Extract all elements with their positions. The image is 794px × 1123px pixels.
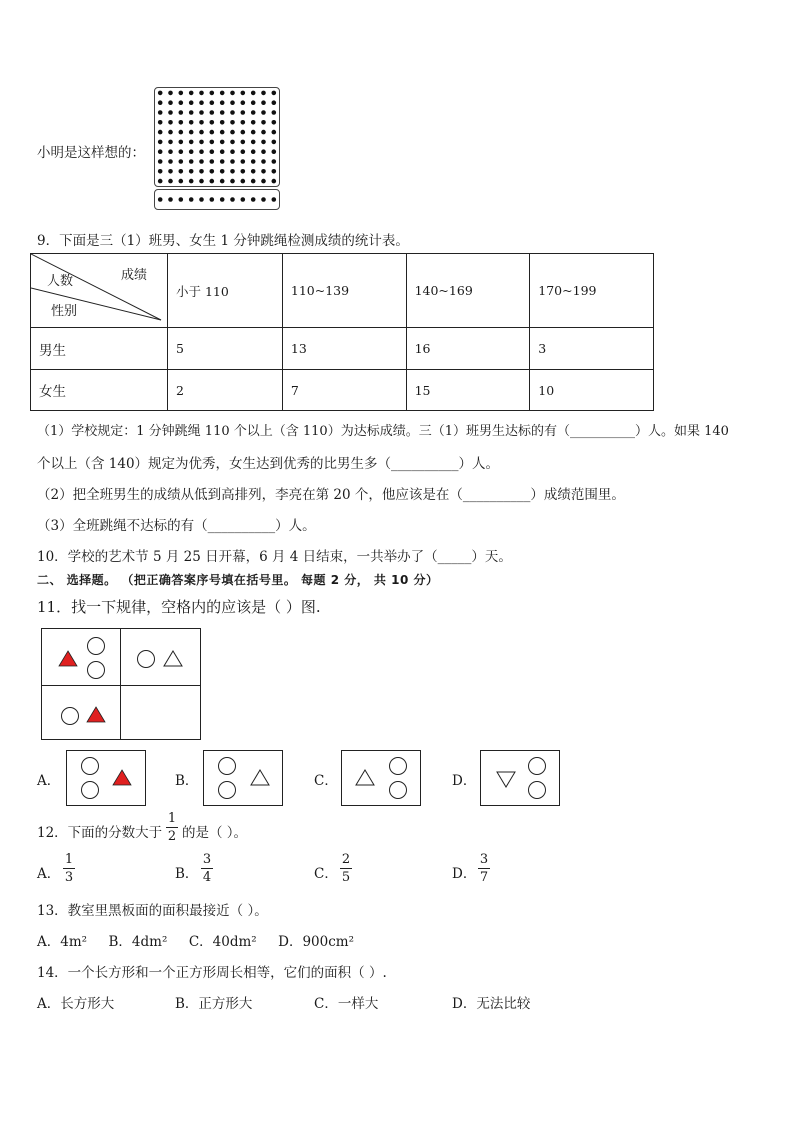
dot	[230, 110, 235, 115]
dot	[168, 197, 173, 202]
dot	[251, 140, 256, 145]
dot	[251, 149, 256, 154]
q11-option-c[interactable]	[341, 750, 421, 806]
row-label: 男生	[31, 328, 168, 370]
q11-option-b[interactable]	[203, 750, 283, 806]
dot-grid-small-svg	[155, 190, 279, 209]
dot	[210, 110, 215, 115]
header-cell: 小于 110	[168, 254, 283, 328]
dot	[230, 100, 235, 105]
dot	[241, 110, 246, 115]
dot	[241, 140, 246, 145]
circle-icon	[88, 662, 105, 679]
dot	[158, 159, 163, 164]
dot	[189, 179, 194, 184]
option-b-shapes	[204, 751, 282, 805]
dot	[210, 179, 215, 184]
dot	[158, 91, 163, 96]
q11-option-d-label: D．	[452, 773, 477, 789]
dot	[210, 91, 215, 96]
q11-option-b-label: B．	[175, 773, 199, 789]
red-triangle-icon	[87, 707, 105, 722]
q8-label: 小明是这样想的：	[37, 145, 145, 161]
section2-heading: 二、 选择题。 （把正确答案序号填在括号里。 每题 2 分， 共 10 分）	[37, 573, 439, 587]
dot	[241, 130, 246, 135]
dot	[189, 140, 194, 145]
header-cell: 170~199	[530, 254, 654, 328]
dot	[272, 100, 277, 105]
table-cell: 5	[168, 328, 283, 370]
q12-prefix: 12．下面的分数大于	[37, 825, 163, 841]
q14-option-a[interactable]: A．长方形大	[37, 996, 115, 1012]
dot	[230, 140, 235, 145]
dot	[261, 91, 266, 96]
fraction-bar	[63, 868, 75, 869]
dot	[251, 169, 256, 174]
dot	[241, 169, 246, 174]
dot	[210, 130, 215, 135]
dot	[179, 110, 184, 115]
dot	[189, 130, 194, 135]
q12-option-d-label: D．	[452, 866, 477, 882]
dot	[241, 197, 246, 202]
dot	[199, 159, 204, 164]
dot	[261, 130, 266, 135]
fraction-denominator: 3	[64, 870, 74, 885]
dot	[210, 100, 215, 105]
q9-part1-line2: 个以上（含 140）规定为优秀，女生达到优秀的比男生多（__________）人。	[37, 456, 500, 472]
dot	[168, 179, 173, 184]
dot	[261, 169, 266, 174]
dot	[168, 130, 173, 135]
dot	[272, 197, 277, 202]
dot	[199, 179, 204, 184]
q11-text: 11．找一下规律，空格内的应该是（ ）图.	[37, 598, 321, 616]
dot	[261, 179, 266, 184]
fraction-numerator: 3	[202, 852, 212, 867]
dot	[272, 169, 277, 174]
dot	[241, 149, 246, 154]
circle-icon	[219, 758, 236, 775]
dot	[210, 159, 215, 164]
dot-grid-large	[154, 87, 280, 187]
dot	[179, 159, 184, 164]
circle-icon	[390, 758, 407, 775]
dot	[272, 120, 277, 125]
table-cell: 7	[282, 370, 406, 411]
dot	[199, 140, 204, 145]
dot	[272, 140, 277, 145]
dot	[251, 110, 256, 115]
table-cell: 16	[406, 328, 530, 370]
row-label: 女生	[31, 370, 168, 411]
dot	[199, 91, 204, 96]
dot	[189, 197, 194, 202]
dot	[230, 179, 235, 184]
dot	[261, 159, 266, 164]
dot	[251, 197, 256, 202]
q9-part2: （2）把全班男生的成绩从低到高排列，李亮在第 20 个，他应该是在（__________）成绩范围里。	[37, 487, 625, 503]
circle-icon	[88, 638, 105, 655]
dot	[158, 197, 163, 202]
jump-rope-table	[30, 253, 654, 411]
dot	[189, 169, 194, 174]
q11-option-c-label: C．	[314, 773, 338, 789]
dot	[199, 149, 204, 154]
table-cell: 13	[282, 328, 406, 370]
q12-option-a-fraction[interactable]	[63, 852, 75, 885]
dot	[179, 91, 184, 96]
dot	[189, 91, 194, 96]
q9-part3: （3）全班跳绳不达标的有（__________）人。	[37, 518, 316, 534]
dot	[261, 100, 266, 105]
triangle-icon	[356, 770, 374, 785]
dot	[189, 110, 194, 115]
dot	[241, 179, 246, 184]
dot	[158, 130, 163, 135]
dot	[230, 149, 235, 154]
q12-option-a-label: A．	[37, 866, 61, 882]
dot	[210, 169, 215, 174]
dot	[189, 159, 194, 164]
dot	[241, 100, 246, 105]
table-header-row	[31, 254, 654, 328]
dot	[241, 91, 246, 96]
dot	[168, 149, 173, 154]
red-triangle-icon	[113, 770, 131, 785]
dot	[168, 159, 173, 164]
dot	[168, 140, 173, 145]
dot	[220, 91, 225, 96]
pattern-grid	[41, 628, 201, 740]
dot	[179, 169, 184, 174]
fraction-numerator: 2	[341, 852, 351, 867]
table-cell: 3	[530, 328, 654, 370]
dot-grid-large-svg	[155, 88, 279, 186]
dot	[241, 159, 246, 164]
table-row	[31, 370, 654, 411]
q9-title: 9．下面是三（1）班男、女生 1 分钟跳绳检测成绩的统计表。	[37, 233, 409, 249]
q11-option-a-label: A．	[37, 773, 61, 789]
dot	[251, 100, 256, 105]
dot	[179, 197, 184, 202]
dot	[189, 120, 194, 125]
dot	[179, 179, 184, 184]
corner-mid-left: 人数	[47, 274, 74, 289]
dot	[210, 197, 215, 202]
q12-option-c-label: C．	[314, 866, 338, 882]
dot	[199, 169, 204, 174]
table-corner-cell	[31, 254, 168, 328]
dot	[168, 120, 173, 125]
q14-option-d[interactable]: D．无法比较	[452, 996, 531, 1012]
dot	[272, 110, 277, 115]
dot	[251, 159, 256, 164]
dot	[210, 149, 215, 154]
dot	[220, 100, 225, 105]
dot	[189, 149, 194, 154]
dot	[230, 159, 235, 164]
q13-options[interactable]: A．4m² B．4dm² C．40dm² D．900cm²	[37, 934, 355, 950]
circle-icon	[219, 782, 236, 799]
fraction-numerator: 1	[167, 811, 177, 826]
q10-text: 10．学校的艺术节 5 月 25 日开幕，6 月 4 日结束，一共举办了（_____）天。	[37, 549, 512, 565]
dot	[220, 130, 225, 135]
dot	[230, 130, 235, 135]
dot	[261, 120, 266, 125]
dot	[210, 120, 215, 125]
table-cell: 2	[168, 370, 283, 411]
circle-icon	[82, 782, 99, 799]
q11-option-d[interactable]	[480, 750, 560, 806]
fraction-denominator: 5	[341, 870, 351, 885]
dot	[168, 169, 173, 174]
circle-icon	[82, 758, 99, 775]
dot	[158, 110, 163, 115]
dot	[261, 197, 266, 202]
dot	[158, 149, 163, 154]
dot	[251, 179, 256, 184]
q9-part1-line1: （1）学校规定：1 分钟跳绳 110 个以上（含 110）为达标成绩。三（1）班男生达标的有（__________）人。如果 140	[37, 424, 729, 439]
dot	[251, 120, 256, 125]
dot	[241, 120, 246, 125]
q11-option-a[interactable]	[66, 750, 146, 806]
header-cell: 140~169	[406, 254, 530, 328]
circle-icon	[138, 651, 155, 668]
q12-fraction	[166, 811, 178, 844]
table-cell: 10	[530, 370, 654, 411]
fraction-numerator: 3	[479, 852, 489, 867]
q12-option-c-fraction[interactable]	[340, 852, 352, 885]
dot	[261, 110, 266, 115]
dot	[220, 179, 225, 184]
fraction-bar	[340, 868, 352, 869]
dot	[251, 91, 256, 96]
dot	[230, 169, 235, 174]
q14-text: 14．一个长方形和一个正方形周长相等，它们的面积（ ）.	[37, 965, 387, 981]
fraction-numerator: 1	[64, 852, 74, 867]
dot	[168, 110, 173, 115]
dot	[179, 120, 184, 125]
circle-icon	[529, 758, 546, 775]
dot	[220, 149, 225, 154]
dot	[158, 120, 163, 125]
dot	[199, 197, 204, 202]
triangle-icon	[251, 770, 269, 785]
dot	[199, 100, 204, 105]
q13-text: 13．教室里黑板面的面积最接近（ ）。	[37, 903, 268, 919]
q12-option-b-fraction[interactable]	[201, 852, 213, 885]
dot	[261, 140, 266, 145]
option-c-shapes	[342, 751, 420, 805]
fraction-denominator: 2	[167, 829, 177, 844]
dot	[158, 179, 163, 184]
dot	[272, 130, 277, 135]
dot	[220, 120, 225, 125]
circle-icon	[529, 782, 546, 799]
dot	[179, 140, 184, 145]
dot	[179, 130, 184, 135]
dot	[230, 120, 235, 125]
table-row	[31, 328, 654, 370]
dot	[158, 140, 163, 145]
dot	[179, 149, 184, 154]
corner-bottom-left: 性别	[51, 304, 78, 319]
q14-option-c[interactable]: C．一样大	[314, 996, 379, 1012]
pattern-shapes	[42, 629, 200, 739]
dot	[168, 91, 173, 96]
q12-suffix: 的是（ ）。	[182, 825, 248, 841]
red-triangle-icon	[59, 651, 77, 666]
dot	[220, 169, 225, 174]
q12-option-b-label: B．	[175, 866, 199, 882]
corner-top-right: 成绩	[121, 268, 148, 283]
circle-icon	[62, 708, 79, 725]
dot	[220, 159, 225, 164]
dot	[261, 149, 266, 154]
dot	[272, 179, 277, 184]
dot	[272, 149, 277, 154]
dot	[251, 130, 256, 135]
dot	[272, 91, 277, 96]
fraction-bar	[166, 827, 178, 828]
dot	[199, 130, 204, 135]
dot	[230, 91, 235, 96]
dot	[158, 169, 163, 174]
dot	[189, 100, 194, 105]
dot	[220, 110, 225, 115]
dot	[168, 100, 173, 105]
fraction-bar	[478, 868, 490, 869]
dot	[210, 140, 215, 145]
q14-option-b[interactable]: B．正方形大	[175, 996, 253, 1012]
dot	[179, 100, 184, 105]
dot	[220, 140, 225, 145]
dot	[158, 100, 163, 105]
triangle-icon	[164, 651, 182, 666]
dot	[199, 110, 204, 115]
table-cell: 15	[406, 370, 530, 411]
option-d-shapes	[481, 751, 559, 805]
dot	[272, 159, 277, 164]
inverted-triangle-icon	[497, 772, 515, 787]
option-a-shapes	[67, 751, 145, 805]
q12-option-d-fraction[interactable]	[478, 852, 490, 885]
dot-grid-small	[154, 189, 280, 210]
fraction-denominator: 4	[202, 870, 212, 885]
circle-icon	[390, 782, 407, 799]
dot	[220, 197, 225, 202]
header-cell: 110~139	[282, 254, 406, 328]
fraction-denominator: 7	[479, 870, 489, 885]
fraction-bar	[201, 868, 213, 869]
dot	[199, 120, 204, 125]
dot	[230, 197, 235, 202]
